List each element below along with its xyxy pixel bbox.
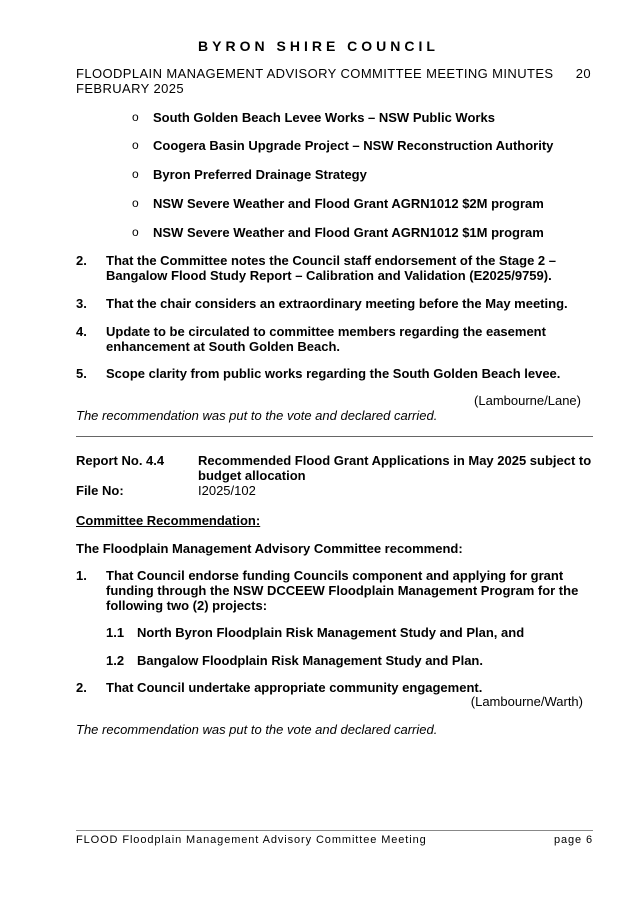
report-title: Recommended Flood Grant Applications in May 2025 subject to budget allocation [198, 453, 592, 483]
committee-intro: The Floodplain Management Advisory Committee recommend: [76, 541, 463, 556]
section-divider [76, 436, 593, 437]
committee-recommendation-heading: Committee Recommendation: [76, 513, 261, 528]
bullet-text: NSW Severe Weather and Flood Grant AGRN1012 $2M program [153, 196, 544, 211]
item-text: Scope clarity from public works regarding the South Golden Beach levee. [106, 366, 561, 381]
item-text: That the chair considers an extraordinary meeting before the May meeting. [106, 296, 568, 311]
item-number: 1. [76, 568, 87, 583]
bullet-icon: o [132, 225, 139, 239]
item-text: That Council endorse funding Councils component and applying for grant funding through the NSW DCCEEW Floodplain Management Program for the following two (2) projects: [106, 568, 579, 613]
bullet-text: South Golden Beach Levee Works – NSW Public Works [153, 110, 495, 125]
bullet-icon: o [132, 196, 139, 210]
minutes-title-line-2: FEBRUARY 2025 [76, 81, 185, 96]
sub-item-number: 1.1 [106, 625, 125, 640]
minutes-title-day: 20 [575, 66, 591, 81]
item-number: 2. [76, 253, 87, 268]
footer-page-number: page 6 [553, 834, 593, 846]
bullet-icon: o [132, 110, 139, 124]
minutes-title-line-1 [76, 66, 591, 81]
footer-divider [76, 830, 593, 831]
item-text: That the Committee notes the Council staff endorsement of the Stage 2 – Bangalow Flood Study Report – Calibration and Validation (E2025/9759). [106, 253, 557, 283]
bullet-text: Byron Preferred Drainage Strategy [153, 167, 367, 182]
minutes-title-text: FLOODPLAIN MANAGEMENT ADVISORY COMMITTEE MEETING MINUTES [76, 66, 554, 81]
bullet-icon: o [132, 138, 139, 152]
council-name: BYRON SHIRE COUNCIL [198, 38, 439, 54]
item-number: 5. [76, 366, 87, 381]
report-number-label: Report No. 4.4 [76, 453, 165, 468]
item-number: 4. [76, 324, 87, 339]
carried-statement: The recommendation was put to the vote and declared carried. [76, 408, 438, 423]
mover-seconder: (Lambourne/Warth) [470, 694, 583, 709]
sub-item-number: 1.2 [106, 653, 125, 668]
mover-seconder: (Lambourne/Lane) [474, 393, 581, 408]
bullet-icon: o [132, 167, 139, 181]
file-number-label: File No: [76, 483, 124, 498]
item-number: 2. [76, 680, 87, 695]
item-text: That Council undertake appropriate community engagement. [106, 680, 483, 695]
carried-statement: The recommendation was put to the vote and declared carried. [76, 722, 438, 737]
sub-item-text: Bangalow Floodplain Risk Management Study and Plan. [137, 653, 483, 668]
footer-meeting-name: FLOOD Floodplain Management Advisory Committee Meeting [76, 834, 427, 846]
sub-item-text: North Byron Floodplain Risk Management Study and Plan, and [137, 625, 525, 640]
item-number: 3. [76, 296, 87, 311]
file-number-value: I2025/102 [198, 483, 256, 498]
item-text: Update to be circulated to committee members regarding the easement enhancement at South Golden Beach. [106, 324, 546, 354]
bullet-text: Coogera Basin Upgrade Project – NSW Reconstruction Authority [153, 138, 554, 153]
bullet-text: NSW Severe Weather and Flood Grant AGRN1012 $1M program [153, 225, 544, 240]
